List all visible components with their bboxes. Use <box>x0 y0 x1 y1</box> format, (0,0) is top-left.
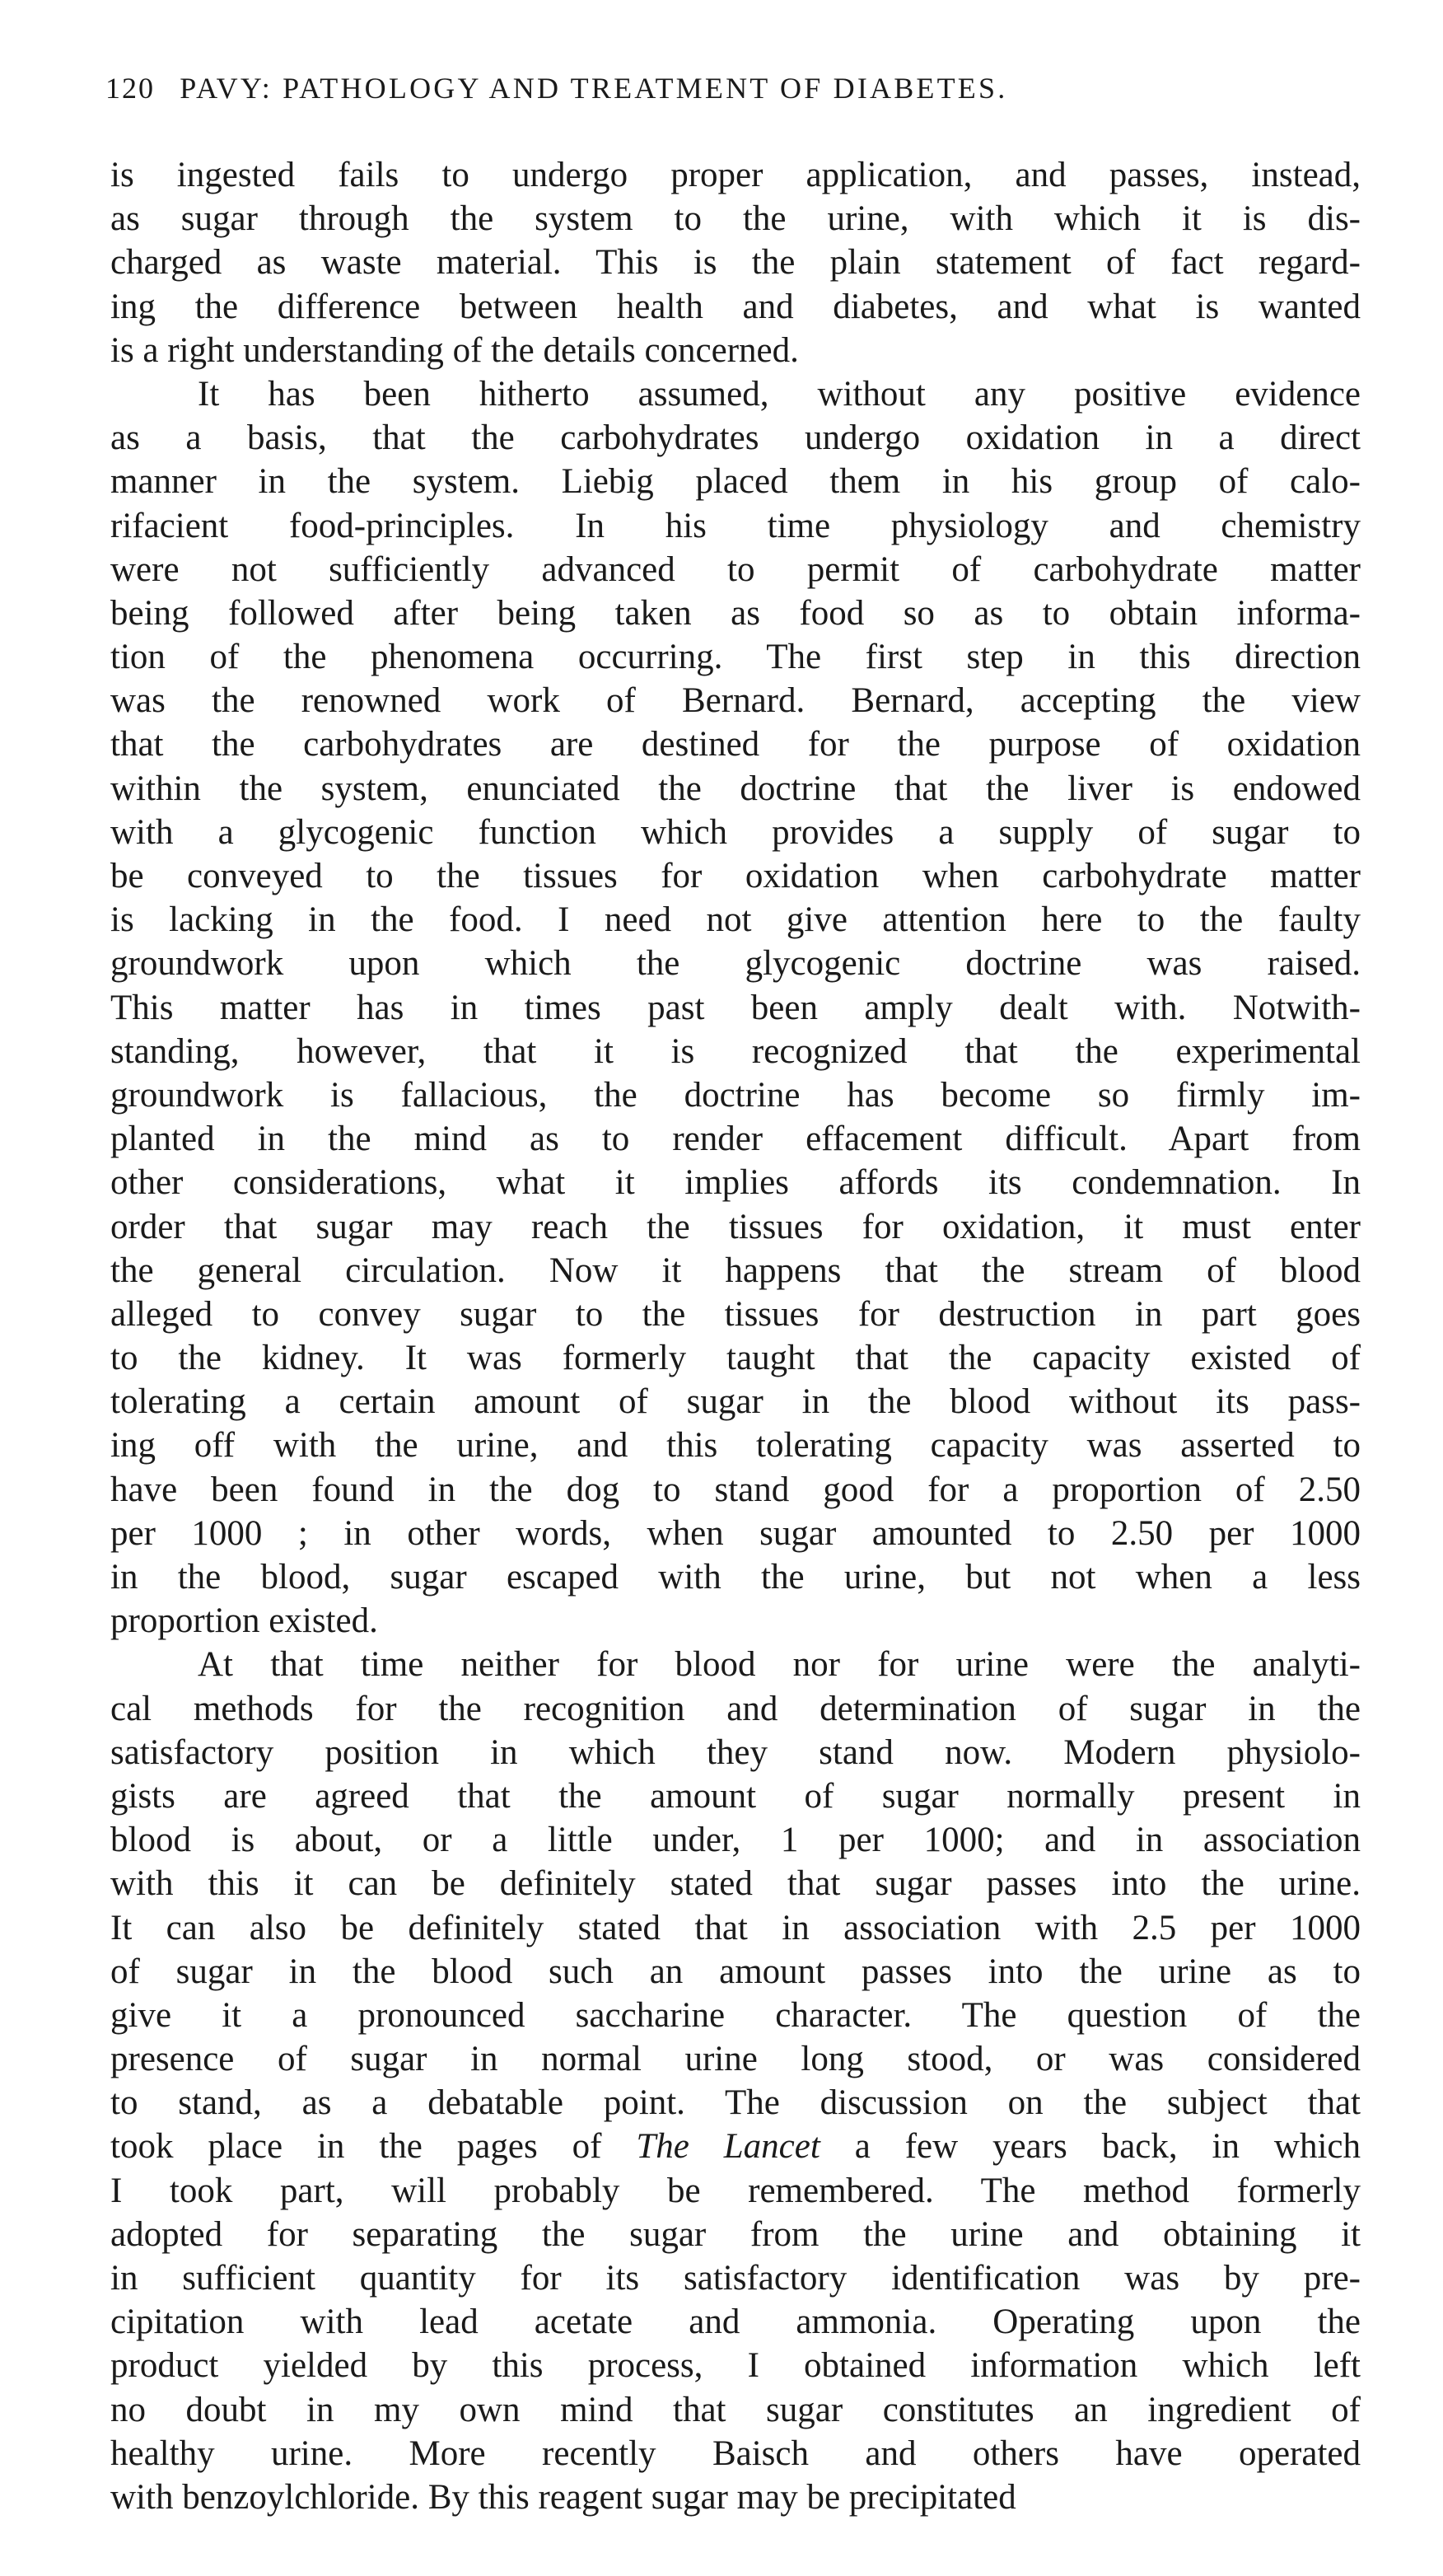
text-line: standing, however, that it is recognized that the experimental <box>110 1031 1361 1071</box>
text-line: blood is about, or a little under, 1 per 1000; and in association <box>110 1821 1361 1860</box>
text-line: ing off with the urine, and this tolerating capacity was asserted to <box>110 1426 1361 1466</box>
text-line: that the carbohydrates are destined for the purpose of oxidation <box>110 725 1361 764</box>
text-line: gists are agreed that the amount of sugar normally present in <box>110 1776 1361 1816</box>
text-line: cipitation with lead acetate and ammonia. Operating upon the <box>110 2303 1361 2342</box>
text-line: groundwork is fallacious, the doctrine has become so firmly im- <box>110 1075 1361 1115</box>
text-line: other considerations, what it implies affords its condemnation. In <box>110 1163 1361 1203</box>
text-line: in the blood, sugar escaped with the urine, but not when a less <box>110 1558 1361 1597</box>
paragraph <box>110 372 1361 1643</box>
running-title: PAVY: PATHOLOGY AND TREATMENT OF DIABETES. <box>180 72 1008 105</box>
text-line: This matter has in times past been amply dealt with. Notwith- <box>110 988 1361 1027</box>
text-line: tolerating a certain amount of sugar in the blood without its pass- <box>110 1382 1361 1422</box>
text-line: manner in the system. Liebig placed them in his group of calo- <box>110 462 1361 502</box>
text-line: satisfactory position in which they stand now. Modern physiolo- <box>110 1732 1361 1772</box>
text-line: It has been hitherto assumed, without any positive evidence <box>198 374 1361 414</box>
body-text <box>110 153 1361 2519</box>
text-line: to the kidney. It was formerly taught that the capacity existed of <box>110 1339 1361 1378</box>
text-line: healthy urine. More recently Baisch and others have operated <box>110 2433 1361 2473</box>
text-line: within the system, enunciated the doctrine that the liver is endowed <box>110 769 1361 808</box>
text-line: charged as waste material. This is the plain statement of fact regard- <box>110 243 1361 283</box>
text-line: presence of sugar in normal urine long stood, or was considered <box>110 2040 1361 2079</box>
text-line: in sufficient quantity for its satisfactory identification was by pre- <box>110 2259 1361 2298</box>
text-line: groundwork upon which the glycogenic doctrine was raised. <box>110 944 1361 984</box>
text-line: tion of the phenomena occurring. The first step in this direction <box>110 638 1361 677</box>
text-line: with benzoylchloride. By this reagent sugar may be precipitated <box>110 2477 1016 2517</box>
text-line: no doubt in my own mind that sugar constitutes an ingredient of <box>110 2390 1361 2429</box>
text-line: being followed after being taken as food so as to obtain informa- <box>110 593 1361 633</box>
text-line: product yielded by this process, I obtained information which left <box>110 2346 1361 2386</box>
text-line: order that sugar may reach the tissues for oxidation, it must enter <box>110 1207 1361 1246</box>
text-line: planted in the mind as to render effacement difficult. Apart from <box>110 1120 1361 1159</box>
text-line: I took part, will probably be remembered. The method formerly <box>110 2171 1361 2210</box>
paragraph <box>110 1643 1361 2519</box>
text-line: of sugar in the blood such an amount passes into the urine as to <box>110 1952 1361 1991</box>
text-line: rifacient food-principles. In his time physiology and chemistry <box>110 506 1361 545</box>
text-line: as sugar through the system to the urine, with which it is dis- <box>110 199 1361 239</box>
text-line: per 1000 ; in other words, when sugar amounted to 2.50 per 1000 <box>110 1513 1361 1553</box>
text-line: have been found in the dog to stand good for a proportion of 2.50 <box>110 1470 1361 1509</box>
text-line: with this it can be definitely stated that sugar passes into the urine. <box>110 1864 1361 1904</box>
text-line: ing the difference between health and diabetes, and what is wanted <box>110 287 1361 326</box>
text-line: as a basis, that the carbohydrates undergo oxidation in a direct <box>110 418 1361 458</box>
running-head <box>105 68 1357 109</box>
text-line: were not sufficiently advanced to permit of carbohydrate matter <box>110 549 1361 589</box>
text-line: be conveyed to the tissues for oxidation when carbohydrate matter <box>110 857 1361 895</box>
text-line: proportion existed. <box>110 1601 378 1641</box>
italic-title: The Lancet <box>636 2127 820 2167</box>
text-line: adopted for separating the sugar from the urine and obtaining it <box>110 2214 1361 2254</box>
page-number: 120 <box>105 72 155 105</box>
text-line: is a right understanding of the details concerned. <box>110 330 799 370</box>
text-line: alleged to convey sugar to the tissues for destruction in part goes <box>110 1294 1361 1334</box>
text-line: with a glycogenic function which provides a supply of sugar to <box>110 812 1361 852</box>
text-line: the general circulation. Now it happens that the stream of blood <box>110 1251 1361 1290</box>
text-line: At that time neither for blood nor for urine were the analyti- <box>198 1645 1361 1685</box>
text-line: to stand, as a debatable point. The discussion on the subject that <box>110 2083 1361 2123</box>
text-line: is ingested fails to undergo proper application, and passes, instead, <box>110 156 1361 194</box>
text-line: took place in the pages of The Lancet a few years back, in which <box>110 2127 1361 2167</box>
text-line: cal methods for the recognition and determination of sugar in the <box>110 1689 1361 1728</box>
text-line: It can also be definitely stated that in association with 2.5 per 1000 <box>110 1908 1361 1947</box>
text-line: give it a pronounced saccharine character. The question of the <box>110 1995 1361 2035</box>
text-line: is lacking in the food. I need not give attention here to the faulty <box>110 900 1361 940</box>
text-line: was the renowned work of Bernard. Bernard, accepting the view <box>110 681 1361 721</box>
paragraph <box>110 153 1361 372</box>
